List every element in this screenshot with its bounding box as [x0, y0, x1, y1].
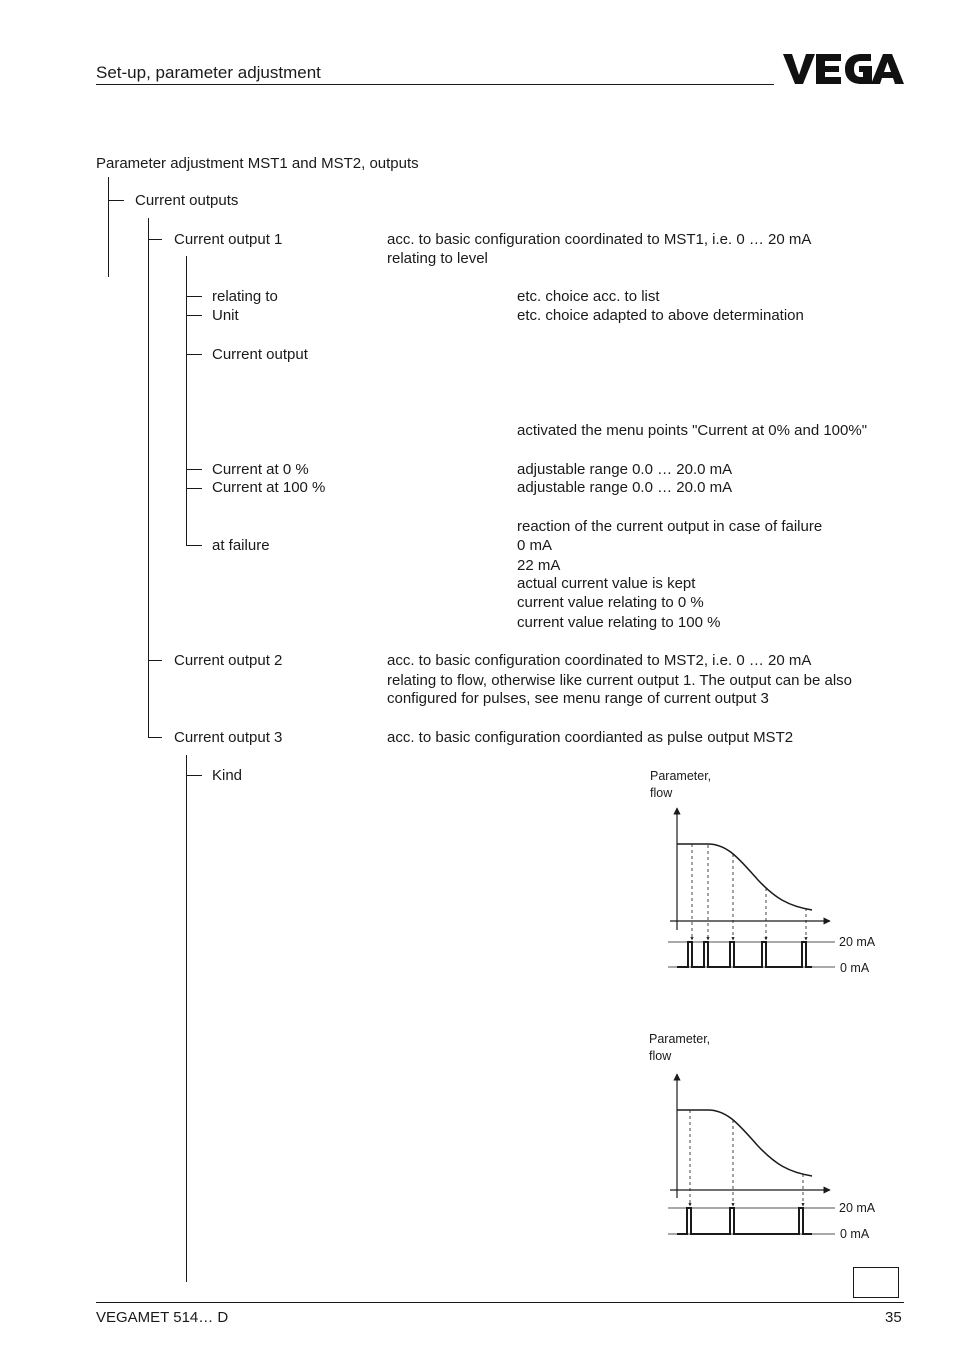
- current-output-1-desc: acc. to basic configuration coordinated to MST1, i.e. 0 … 20 mA: [387, 231, 812, 248]
- tree-branch: [148, 737, 162, 738]
- current-output-desc: activated the menu points "Current at 0% and 100%": [517, 422, 868, 439]
- section-title: Parameter adjustment MST1 and MST2, outputs: [96, 155, 419, 172]
- page-header-title: Set-up, parameter adjustment: [96, 63, 321, 82]
- current-output-label: Current output: [212, 346, 308, 363]
- kind-label: Kind: [212, 767, 243, 784]
- diagram2-low-label: 0 mA: [840, 1227, 870, 1241]
- diagram1-ylabel-2: flow: [650, 786, 673, 800]
- at-failure-desc: reaction of the current output in case of failure: [517, 518, 823, 535]
- current-output-2-label: Current output 2: [174, 652, 283, 669]
- failure-option: 22 mA: [517, 557, 561, 574]
- failure-option: 0 mA: [517, 537, 553, 554]
- tree-branch: [186, 296, 202, 297]
- failure-option: current value relating to 0 %: [517, 594, 704, 611]
- page-tab-box: [853, 1267, 899, 1298]
- pulse-diagram-2: [640, 1066, 840, 1241]
- tree-line-level3-kind: [186, 755, 187, 1282]
- unit-label: Unit: [212, 307, 239, 324]
- footer-document-name: VEGAMET 514… D: [96, 1309, 229, 1326]
- footer-rule: [96, 1302, 904, 1303]
- diagram2-ylabel: Parameter,: [649, 1032, 711, 1046]
- tree-line-level1: [108, 177, 109, 277]
- diagram1-ylabel: Parameter,: [650, 769, 712, 783]
- current-at-0-desc: adjustable range 0.0 … 20.0 mA: [517, 461, 733, 478]
- tree-branch: [186, 775, 202, 776]
- tree-branch: [186, 354, 202, 355]
- diagram2-high-label: 20 mA: [839, 1201, 876, 1215]
- tree-branch: [148, 239, 162, 240]
- tree-branch: [148, 660, 162, 661]
- relating-to-label: relating to: [212, 288, 278, 305]
- current-output-2-desc-3: configured for pulses, see menu range of current output 3: [387, 690, 769, 707]
- tree-branch: [186, 469, 202, 470]
- pulse-diagram-1: [640, 800, 840, 975]
- failure-option: actual current value is kept: [517, 575, 696, 592]
- header-rule: [96, 84, 774, 85]
- current-output-3-desc: acc. to basic configuration coordianted as pulse output MST2: [387, 729, 794, 746]
- tree-branch: [186, 315, 202, 316]
- failure-option: current value relating to 100 %: [517, 614, 721, 631]
- tree-branch: [186, 488, 202, 489]
- diagram1-low-label: 0 mA: [840, 961, 870, 975]
- relating-to-desc: etc. choice acc. to list: [517, 288, 660, 305]
- tree-branch: [108, 200, 124, 201]
- current-output-3-label: Current output 3: [174, 729, 283, 746]
- tree-line-level3: [186, 256, 187, 546]
- vega-logo: [783, 52, 905, 86]
- current-at-0-label: Current at 0 %: [212, 461, 309, 478]
- current-output-1-label: Current output 1: [174, 231, 283, 248]
- current-at-100-label: Current at 100 %: [212, 479, 326, 496]
- unit-desc: etc. choice adapted to above determination: [517, 307, 804, 324]
- current-output-2-desc: acc. to basic configuration coordinated to MST2, i.e. 0 … 20 mA: [387, 652, 812, 669]
- current-output-1-desc-2: relating to level: [387, 250, 488, 267]
- page-number: 35: [885, 1309, 902, 1326]
- diagram1-high-label: 20 mA: [839, 935, 876, 949]
- diagram2-ylabel-2: flow: [649, 1049, 672, 1063]
- current-output-2-desc-2: relating to flow, otherwise like current output 1. The output can be also: [387, 672, 852, 689]
- tree-branch: [186, 545, 202, 546]
- current-at-100-desc: adjustable range 0.0 … 20.0 mA: [517, 479, 733, 496]
- at-failure-label: at failure: [212, 537, 270, 554]
- current-outputs-label: Current outputs: [135, 192, 239, 209]
